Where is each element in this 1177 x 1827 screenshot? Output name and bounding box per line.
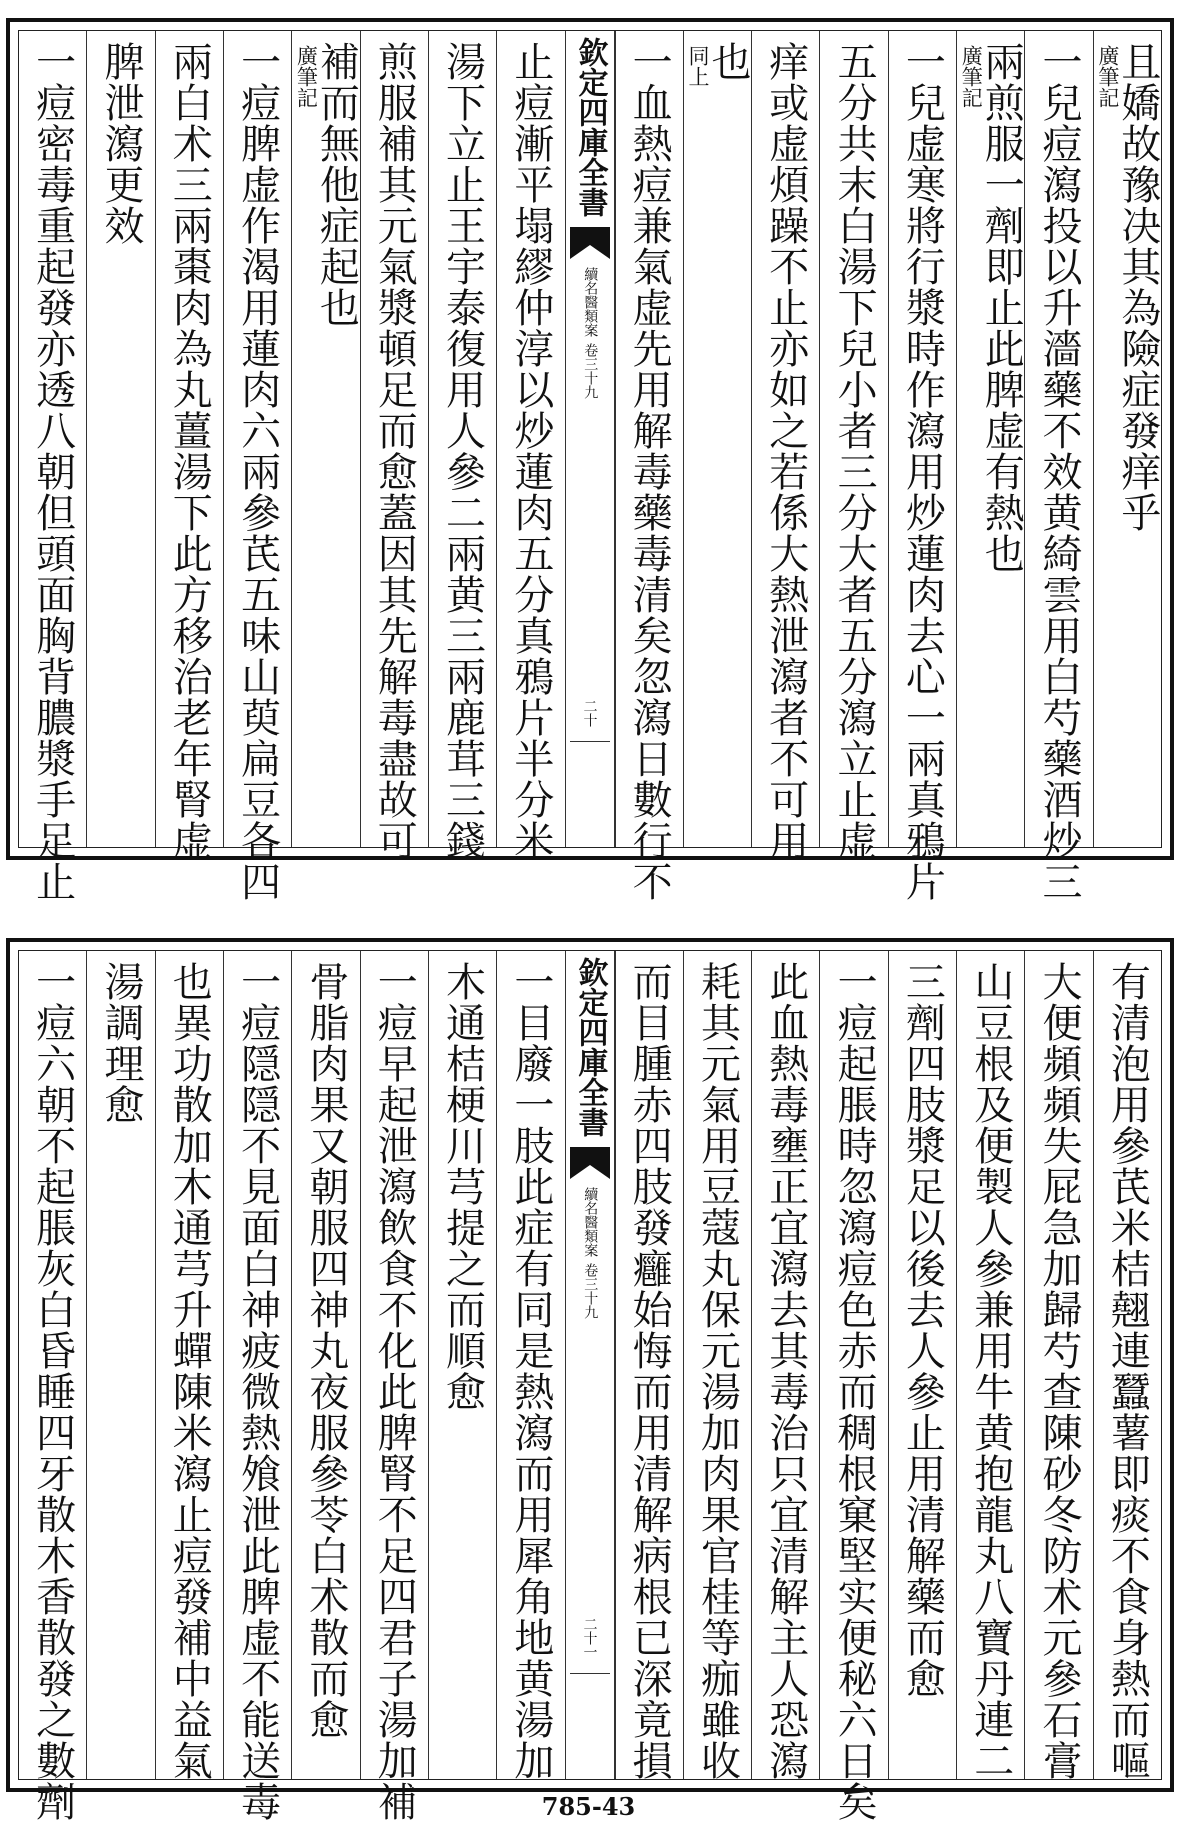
column-content: [439, 961, 486, 1779]
top-page: [6, 18, 1174, 902]
folio-number: 二十: [581, 699, 598, 727]
column-text: 一血熱痘兼氣虚先用解毒藥毒清矣忽瀉日數行不: [626, 41, 673, 902]
column-content: [29, 961, 76, 1822]
column-content: [166, 41, 213, 861]
column-text: 一痘早起泄瀉飲食不化此脾腎不足四君子湯加補: [371, 961, 418, 1822]
column-content: [29, 41, 76, 902]
column-content: [234, 961, 281, 1822]
column-content: [762, 41, 809, 861]
text-column: [428, 31, 496, 861]
column-content: [234, 41, 281, 902]
page-number-footer: 785-43: [541, 1792, 636, 1821]
top-page-frame: [18, 30, 1162, 902]
column-content: [899, 961, 946, 1779]
text-column: [888, 31, 956, 902]
column-content: [294, 41, 360, 847]
column-text: 耗其元氣用豆蔻丸保元湯加肉果官桂等痂雖收: [694, 961, 741, 1781]
center-fold-column: [565, 951, 615, 1779]
column-content: [626, 41, 673, 902]
column-content: [694, 961, 741, 1781]
text-column: [888, 951, 956, 1779]
column-content: [371, 961, 418, 1822]
text-column: [86, 31, 154, 847]
column-text: 一痘六朝不起脹灰白昏睡四牙散木香散發之數劑: [29, 961, 76, 1822]
header-title: 欽定四庫全書: [572, 37, 608, 217]
column-text: 湯下立止王宇泰復用人參二兩黄三兩鹿茸三錢: [439, 41, 486, 861]
text-column: [223, 31, 291, 902]
volume-label: 卷三十九: [582, 343, 599, 399]
text-column: [819, 31, 887, 861]
text-column: [291, 31, 359, 847]
column-text: 有清泡用參芪米桔翹連蠶薯即痰不食身熱而嘔: [1104, 961, 1151, 1781]
column-content: [959, 41, 1025, 847]
book-title: 續名醫類案: [582, 1187, 599, 1257]
source-note: 廣筆記: [294, 45, 319, 108]
text-column: [956, 951, 1024, 1779]
text-column: [360, 951, 428, 1822]
source-note: 同上: [685, 45, 710, 87]
text-column: [155, 951, 223, 1779]
text-column: [1093, 31, 1161, 847]
column-content: [1104, 961, 1151, 1781]
column-text: 兩煎服一劑即止此脾虚有熱也: [978, 41, 1025, 574]
header-title: 欽定四庫全書: [572, 957, 608, 1137]
text-column: [819, 951, 887, 1822]
center-fold-column: [565, 31, 615, 847]
column-content: [507, 961, 554, 1781]
text-column: [1024, 31, 1092, 902]
text-column: [683, 31, 751, 847]
column-text: 也異功散加木通芎升蟬陳米瀉止痘發補中益氣: [166, 961, 213, 1781]
column-text: 兩白术三兩棗肉為丸薑湯下此方移治老年腎虚: [166, 41, 213, 861]
column-content: [302, 961, 349, 1779]
column-text: 一目廢一肢此症有同是熱瀉而用犀角地黄湯加: [507, 961, 554, 1781]
column-content: [685, 41, 751, 847]
column-content: [97, 41, 144, 847]
column-text: 且嬌故豫决其為險症發痒乎: [1114, 41, 1161, 533]
column-content: [967, 961, 1014, 1781]
center-subtitle: [582, 1187, 597, 1319]
column-text: 五分共末白湯下兒小者三分大者五分瀉立止虚: [831, 41, 878, 861]
column-content: [1095, 41, 1161, 847]
column-text: 一兒虚寒將行漿時作瀉用炒蓮肉去心一兩真鴉片: [899, 41, 946, 902]
source-note: 廣筆記: [1095, 45, 1120, 108]
column-content: [439, 41, 486, 861]
column-content: [626, 961, 673, 1781]
text-column: [956, 31, 1024, 847]
fishtail-ornament-icon: [568, 1143, 612, 1183]
text-column: [86, 951, 154, 1779]
fishtail-ornament-icon: [568, 223, 612, 263]
column-text: 大便頻頻失屁急加歸芍查陳砂冬防术元參石膏: [1036, 961, 1083, 1781]
text-column: [496, 31, 564, 861]
column-text: 一痘密毒重起發亦透八朝但頭面胸背膿漿手足止: [29, 41, 76, 902]
text-column: [751, 31, 819, 861]
column-text: 止痘漸平塌繆仲淳以炒蓮肉五分真鴉片半分米: [507, 41, 554, 861]
center-subtitle: [582, 267, 597, 399]
column-text: 補而無他症起也: [313, 41, 360, 328]
center-rule: [570, 741, 610, 742]
column-text: 也: [704, 41, 751, 82]
column-content: [166, 961, 213, 1781]
column-text: 湯調理愈: [97, 961, 144, 1125]
text-column: [19, 951, 86, 1822]
column-text: 而目腫赤四肢發癰始悔而用清解病根已深竟損: [626, 961, 673, 1781]
column-text: 一痘隠隠不見面白神疲微熱飧泄此脾虚不能送毒: [234, 961, 281, 1822]
column-content: [1036, 41, 1083, 902]
text-column: [615, 951, 683, 1779]
text-column: [496, 951, 564, 1779]
text-column: [19, 31, 86, 902]
column-text: 山豆根及便製人參兼用牛黄抱龍丸八寶丹連二: [967, 961, 1014, 1781]
column-content: [831, 961, 878, 1822]
text-column: [360, 31, 428, 861]
column-text: 此血熱毒壅正宜瀉去其毒治只宜清解主人恐瀉: [762, 961, 809, 1781]
column-text: 一痘脾虚作渴用蓮肉六兩參芪五味山萸扁豆各四: [234, 41, 281, 902]
column-text: 一兒痘瀉投以升濇藥不效黄綺雲用白芍藥酒炒三: [1036, 41, 1083, 902]
text-column: [428, 951, 496, 1779]
column-text: 木通桔梗川芎提之而順愈: [439, 961, 486, 1412]
column-text: 痒或虚煩躁不止亦如之若係大熱泄瀉者不可用: [762, 41, 809, 861]
column-text: 骨脂肉果又朝服四神丸夜服參苓白术散而愈: [302, 961, 349, 1740]
column-content: [97, 961, 144, 1779]
column-text: 三劑四肢漿足以後去人參止用清解藥而愈: [899, 961, 946, 1699]
column-text: 煎服補其元氣漿頓足而愈蓋因其先解毒盡故可: [371, 41, 418, 861]
center-rule: [570, 1673, 610, 1674]
book-title: 續名醫類案: [582, 267, 599, 337]
text-column: [683, 951, 751, 1779]
column-content: [762, 961, 809, 1781]
column-text: 脾泄瀉更效: [97, 41, 144, 246]
text-column: [615, 31, 683, 902]
column-content: [371, 41, 418, 861]
volume-label: 卷三十九: [582, 1263, 599, 1319]
text-column: [1093, 951, 1161, 1779]
text-column: [1024, 951, 1092, 1779]
column-content: [899, 41, 946, 902]
column-content: [507, 41, 554, 861]
text-column: [155, 31, 223, 861]
source-note: 廣筆記: [959, 45, 984, 108]
text-column: [223, 951, 291, 1822]
text-column: [291, 951, 359, 1779]
text-column: [751, 951, 819, 1779]
column-content: [1036, 961, 1083, 1781]
column-content: [831, 41, 878, 861]
column-text: 一痘起脹時忽瀉痘色赤而稠根窠堅实便秘六日矣: [831, 961, 878, 1822]
folio-number: 二十一: [581, 1617, 598, 1659]
